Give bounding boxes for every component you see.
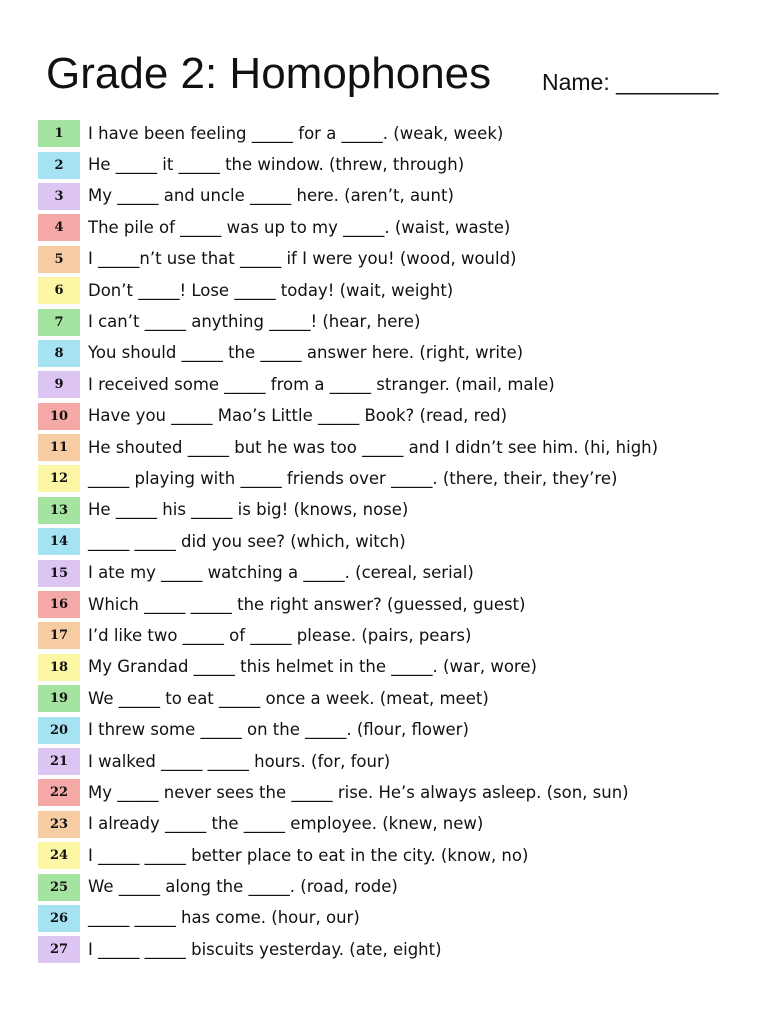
question-number-badge: 10 bbox=[38, 403, 80, 430]
question-sentence: _____ _____ did you see? (which, witch) bbox=[88, 531, 406, 551]
question-number-badge: 11 bbox=[38, 434, 80, 461]
question-row bbox=[38, 244, 758, 275]
question-sentence: He shouted _____ but he was too _____ and I didn’t see him. (hi, high) bbox=[88, 437, 659, 457]
question-row bbox=[38, 934, 758, 965]
question-row bbox=[38, 683, 758, 714]
question-row bbox=[38, 714, 758, 745]
question-row bbox=[38, 840, 758, 871]
question-sentence: He _____ his _____ is big! (knows, nose) bbox=[88, 500, 409, 520]
question-number-badge: 17 bbox=[38, 622, 80, 649]
question-sentence: I already _____ the _____ employee. (knew, new) bbox=[88, 814, 484, 834]
question-row bbox=[38, 652, 758, 683]
question-number-badge: 20 bbox=[38, 717, 80, 744]
question-row bbox=[38, 526, 758, 557]
question-sentence: Which _____ _____ the right answer? (guessed, guest) bbox=[88, 594, 526, 614]
question-number-badge: 22 bbox=[38, 779, 80, 806]
question-sentence: My _____ never sees the _____ rise. He’s always asleep. (son, sun) bbox=[88, 782, 629, 802]
question-sentence: I received some _____ from a _____ stranger. (mail, male) bbox=[88, 374, 555, 394]
question-row bbox=[38, 369, 758, 400]
question-row bbox=[38, 212, 758, 243]
question-number-badge: 23 bbox=[38, 811, 80, 838]
question-number-badge: 16 bbox=[38, 591, 80, 618]
question-sentence: We _____ along the _____. (road, rode) bbox=[88, 877, 398, 897]
question-number-badge: 9 bbox=[38, 371, 80, 398]
question-list bbox=[38, 118, 758, 966]
question-row bbox=[38, 306, 758, 337]
question-number-badge: 8 bbox=[38, 340, 80, 367]
question-row bbox=[38, 557, 758, 588]
worksheet-header bbox=[46, 48, 736, 108]
question-row bbox=[38, 620, 758, 651]
question-number-badge: 26 bbox=[38, 905, 80, 932]
question-sentence: You should _____ the _____ answer here. (right, write) bbox=[88, 343, 524, 363]
question-row bbox=[38, 777, 758, 808]
question-sentence: He _____ it _____ the window. (threw, through) bbox=[88, 155, 465, 175]
question-sentence: The pile of _____ was up to my _____. (waist, waste) bbox=[88, 217, 511, 237]
question-number-badge: 13 bbox=[38, 497, 80, 524]
question-number-badge: 21 bbox=[38, 748, 80, 775]
question-sentence: Don’t _____! Lose _____ today! (wait, weight) bbox=[88, 280, 454, 300]
question-row bbox=[38, 746, 758, 777]
question-number-badge: 15 bbox=[38, 560, 80, 587]
question-row bbox=[38, 149, 758, 180]
question-number-badge: 25 bbox=[38, 874, 80, 901]
question-row bbox=[38, 338, 758, 369]
question-row bbox=[38, 495, 758, 526]
question-sentence: I can’t _____ anything _____! (hear, here) bbox=[88, 312, 421, 332]
question-row bbox=[38, 432, 758, 463]
question-number-badge: 7 bbox=[38, 309, 80, 336]
page-title: Grade 2: Homophones bbox=[46, 49, 492, 98]
question-number-badge: 2 bbox=[38, 152, 80, 179]
question-number-badge: 4 bbox=[38, 214, 80, 241]
question-number-badge: 6 bbox=[38, 277, 80, 304]
question-sentence: Have you _____ Mao’s Little _____ Book? (read, red) bbox=[88, 406, 508, 426]
question-number-badge: 5 bbox=[38, 246, 80, 273]
name-field-label: Name: ________ bbox=[542, 69, 719, 95]
question-sentence: I _____ _____ biscuits yesterday. (ate, eight) bbox=[88, 939, 442, 959]
question-row bbox=[38, 275, 758, 306]
question-number-badge: 1 bbox=[38, 120, 80, 147]
question-sentence: I ate my _____ watching a _____. (cereal, serial) bbox=[88, 563, 474, 583]
question-number-badge: 3 bbox=[38, 183, 80, 210]
question-number-badge: 24 bbox=[38, 842, 80, 869]
question-row bbox=[38, 118, 758, 149]
question-sentence: I walked _____ _____ hours. (for, four) bbox=[88, 751, 391, 771]
question-sentence: My _____ and uncle _____ here. (aren’t, aunt) bbox=[88, 186, 454, 206]
question-number-badge: 12 bbox=[38, 465, 80, 492]
question-row bbox=[38, 871, 758, 902]
question-row bbox=[38, 903, 758, 934]
question-sentence: I have been feeling _____ for a _____. (weak, week) bbox=[88, 123, 504, 143]
question-number-badge: 18 bbox=[38, 654, 80, 681]
question-row bbox=[38, 809, 758, 840]
question-row bbox=[38, 589, 758, 620]
question-sentence: I threw some _____ on the _____. (flour, flower) bbox=[88, 720, 469, 740]
question-sentence: We _____ to eat _____ once a week. (meat, meet) bbox=[88, 688, 489, 708]
question-sentence: My Grandad _____ this helmet in the _____. (war, wore) bbox=[88, 657, 537, 677]
question-number-badge: 19 bbox=[38, 685, 80, 712]
question-number-badge: 14 bbox=[38, 528, 80, 555]
question-sentence: I _____ _____ better place to eat in the city. (know, no) bbox=[88, 845, 529, 865]
question-row bbox=[38, 401, 758, 432]
question-number-badge: 27 bbox=[38, 936, 80, 963]
question-row bbox=[38, 463, 758, 494]
question-sentence: _____ _____ has come. (hour, our) bbox=[88, 908, 360, 928]
question-sentence: _____ playing with _____ friends over _____. (there, their, they’re) bbox=[88, 468, 618, 488]
question-sentence: I’d like two _____ of _____ please. (pairs, pears) bbox=[88, 625, 472, 645]
question-row bbox=[38, 181, 758, 212]
question-sentence: I _____n’t use that _____ if I were you! (wood, would) bbox=[88, 249, 517, 269]
